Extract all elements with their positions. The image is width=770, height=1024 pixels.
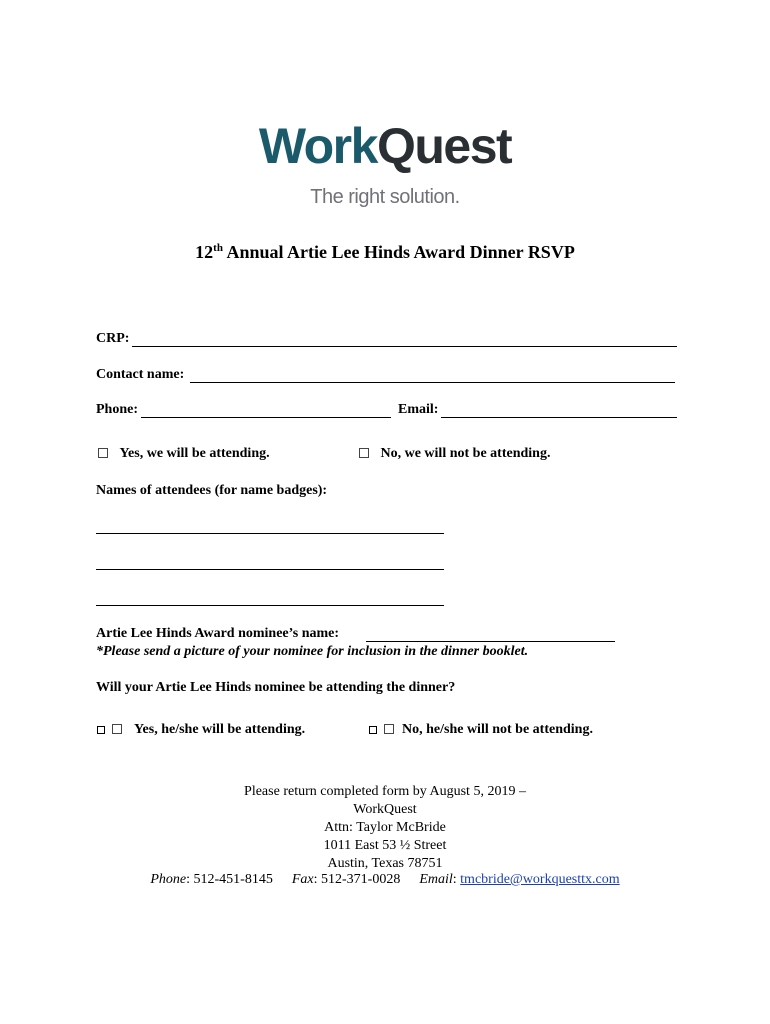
- nominee-name-field[interactable]: [366, 641, 615, 642]
- return-street: 1011 East 53 ½ Street: [323, 838, 447, 853]
- return-deadline: Please return completed form by August 5, 2019 –: [244, 784, 526, 799]
- attending-no-checkbox[interactable]: [359, 448, 369, 458]
- crp-label: CRP:: [96, 331, 130, 346]
- attendees-label: Names of attendees (for name badges):: [96, 483, 328, 498]
- contact-name-label: Contact name:: [96, 367, 185, 382]
- nominee-photo-note: *Please send a picture of your nominee for inclusion in the dinner booklet.: [96, 644, 529, 659]
- workquest-logo: [0, 116, 770, 176]
- email-link[interactable]: tmcbride@workquesttx.com: [460, 872, 620, 887]
- email-label: Email:: [398, 402, 439, 417]
- logo-tagline: The right solution.: [310, 186, 460, 208]
- nominee-yes-label: Yes, he/she will be attending.: [134, 722, 306, 737]
- nominee-no-checkbox[interactable]: [384, 724, 394, 734]
- nominee-no-checkbox-small[interactable]: [369, 726, 377, 734]
- logo-quest-text: Quest: [376, 118, 512, 174]
- crp-field[interactable]: [132, 346, 677, 347]
- attending-yes-label: Yes, we will be attending.: [119, 446, 270, 461]
- page-title: [0, 242, 770, 263]
- phone-footer-value: : 512-451-8145: [186, 872, 273, 887]
- attendee-line-3[interactable]: [96, 605, 444, 606]
- phone-label: Phone:: [96, 402, 138, 417]
- nominee-yes-checkbox-small[interactable]: [97, 726, 105, 734]
- attendee-line-1[interactable]: [96, 533, 444, 534]
- title-suffix: th: [213, 242, 223, 254]
- nominee-no-label: No, he/she will not be attending.: [402, 722, 593, 737]
- email-footer-label: Email: [419, 872, 453, 887]
- attending-yes-option[interactable]: [98, 446, 270, 462]
- attending-no-option[interactable]: [359, 446, 550, 462]
- nominee-label: Artie Lee Hinds Award nominee’s name:: [96, 626, 340, 641]
- return-attn: Attn: Taylor McBride: [324, 820, 446, 835]
- phone-footer-label: Phone: [150, 872, 187, 887]
- email-field[interactable]: [441, 417, 677, 418]
- nominee-yes-checkbox[interactable]: [112, 724, 122, 734]
- fax-footer-label: Fax: [291, 872, 314, 887]
- nominee-question: Will your Artie Lee Hinds nominee be attending the dinner?: [96, 680, 456, 695]
- attending-yes-checkbox[interactable]: [98, 448, 108, 458]
- attendee-line-2[interactable]: [96, 569, 444, 570]
- return-city: Austin, Texas 78751: [327, 856, 443, 871]
- nominee-no-option[interactable]: [369, 722, 593, 738]
- nominee-yes-option[interactable]: [97, 722, 305, 738]
- attending-no-label: No, we will not be attending.: [380, 446, 551, 461]
- return-org: WorkQuest: [353, 802, 417, 817]
- title-text: Annual Artie Lee Hinds Award Dinner RSVP: [222, 242, 575, 262]
- phone-field[interactable]: [141, 417, 391, 418]
- contact-row: [0, 872, 770, 888]
- logo-work-text: Work: [258, 118, 377, 174]
- title-number: 12: [195, 242, 214, 262]
- fax-footer-value: : 512-371-0028: [313, 872, 401, 887]
- email-footer-sep: :: [452, 872, 461, 887]
- contact-name-field[interactable]: [190, 382, 675, 383]
